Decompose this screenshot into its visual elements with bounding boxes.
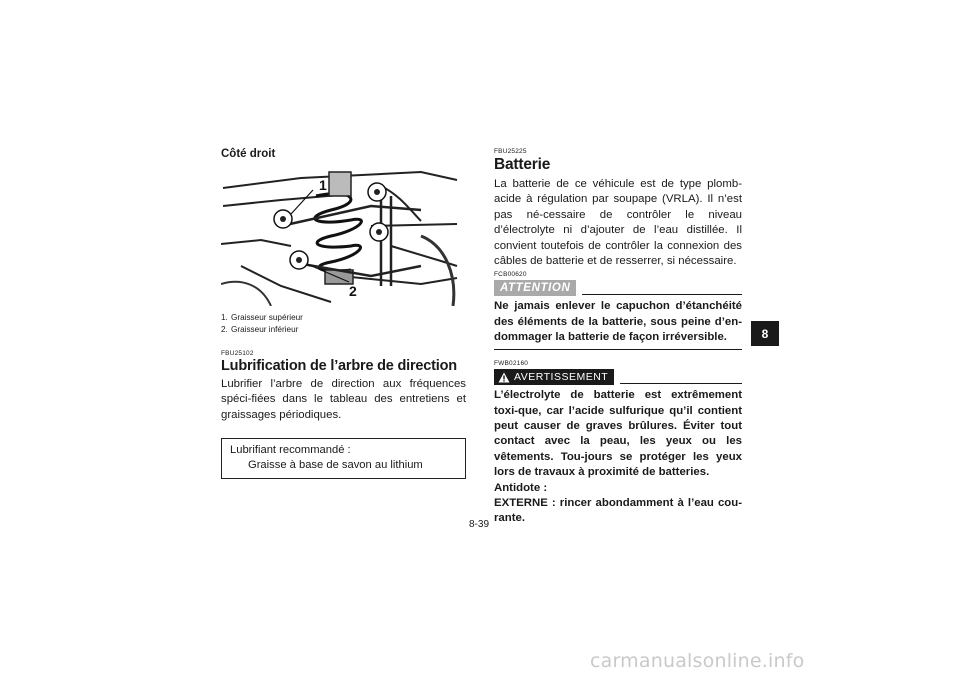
warning-label-box [494, 369, 614, 385]
warning-text: L’électrolyte de batterie est extrêmement toxi-que, car l’acide sulfurique qu’il contient peut causer de graves brûlures. Éviter tout contact avec la peau, les yeux ou les vêtements. Tou-jours se protéger les yeux lors de travaux à proximité de batteries. [494, 389, 742, 479]
left-column [221, 148, 466, 479]
lubricant-box [221, 438, 466, 479]
callout-1: 1 [319, 177, 327, 193]
callout-2: 2 [349, 283, 357, 299]
attention-label: ATTENTION [494, 280, 576, 296]
antidote-text: EXTERNE : rincer abondamment à l’eau cou-rante. [494, 497, 742, 525]
figure-legend [221, 312, 466, 336]
antidote-label: Antidote : [494, 481, 548, 494]
suspension-figure [221, 166, 459, 306]
warning-label: AVERTISSEMENT [514, 371, 609, 384]
warning-triangle-icon [498, 372, 510, 383]
attention-text: Ne jamais enlever le capuchon d’étanchéité des éléments de la batterie, sous peine d’en-dommager la batterie de façon irréversible. [494, 300, 742, 344]
section-body: La batterie de ce véhicule est de type plomb-acide à régulation par soupape (VRLA). Il n’est pas né-cessaire de contrôler le niveau d’électrolyte ni d’ajouter de l’eau distillée. Il convient toutefois de contrôler la connexion des câbles de batterie et de resserrer, si nécessaire. [494, 178, 742, 268]
page-number: 8-39 [469, 519, 490, 530]
figure-title: Côté droit [221, 148, 276, 160]
divider [620, 383, 742, 385]
section-title: Lubrification de l’arbre de direction [221, 358, 457, 374]
box-label: Lubrifiant recommandé : [230, 444, 351, 457]
section-body: Lubrifier l’arbre de direction aux fréquences spéci-fiées dans le tableau des entretiens et graissages périodiques. [221, 378, 466, 421]
divider [582, 294, 742, 296]
warning-header [494, 369, 742, 385]
box-value: Graisse à base de savon au lithium [248, 459, 423, 472]
legend-item: 2. Graisseur inférieur [221, 325, 299, 334]
divider [494, 349, 742, 351]
section-code: FBU25102 [221, 350, 254, 357]
legend-item: 1. Graisseur supérieur [221, 313, 303, 322]
section-title: Batterie [494, 156, 551, 173]
attention-header [494, 280, 742, 296]
right-column [494, 148, 742, 527]
warning-code: FWB02160 [494, 360, 529, 368]
watermark: carmanualsonline.info [590, 650, 805, 672]
section-code: FBU25225 [494, 148, 527, 155]
attention-code: FCB00620 [494, 271, 527, 279]
chapter-tab: 8 [751, 321, 779, 346]
